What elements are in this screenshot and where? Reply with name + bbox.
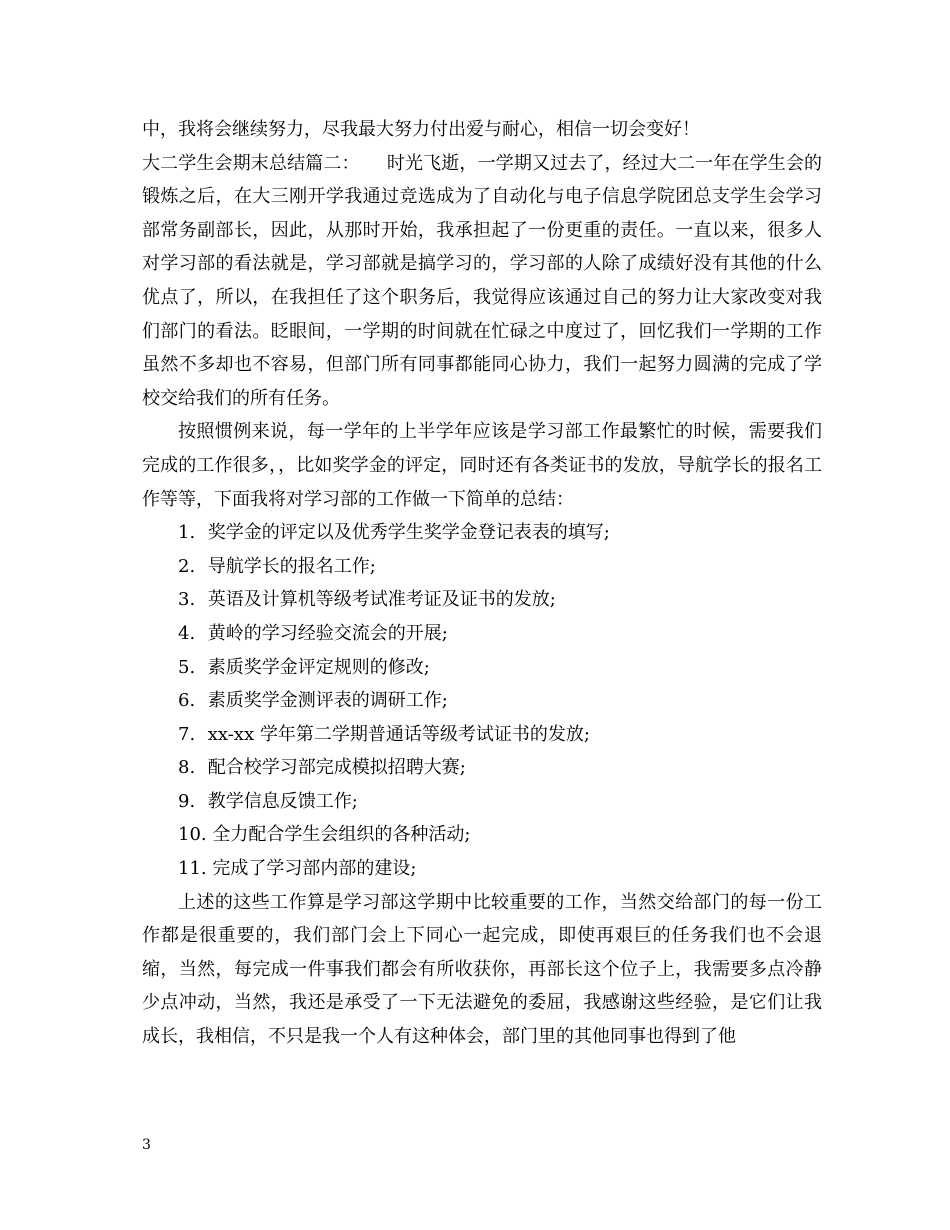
list-item-text: 英语及计算机等级考试准考证及证书的发放;: [207, 589, 556, 611]
work-list: [142, 516, 822, 886]
page-number: 3: [142, 1137, 151, 1153]
list-item-number: 9.: [178, 790, 196, 812]
list-item-text: 全力配合学生会组织的各种活动;: [212, 824, 471, 846]
list-item: [142, 516, 822, 550]
list-item-number: 1.: [178, 522, 196, 544]
list-item: [142, 617, 822, 651]
list-item: [142, 751, 822, 785]
list-item: [142, 583, 822, 617]
document-body: [142, 113, 822, 1054]
list-item-text: 素质奖学金测评表的调研工作;: [207, 690, 448, 712]
list-item: [142, 651, 822, 685]
list-item-number: 11.: [178, 858, 207, 880]
paragraph-continuation: 中，我将会继续努力，尽我最大努力付出爱与耐心，相信一切会变好！: [142, 119, 700, 140]
paragraph-summary: 上述的这些工作算是学习部这学期中比较重要的工作，当然交给部门的每一份工作都是很重要的，我们部门会上下同心一起完成，即使再艰巨的任务我们也不会退缩，当然，每完成一件事我们都会有所收获你，再部长这个位子上，我需要多点冷静少点冲动，当然，我还是承受了一下无法避免的委屈，我感谢这些经验，是它们让我成长，我相信，不只是我一个人有这种体会，部门里的其他同事也得到了他: [142, 891, 822, 1048]
list-item-number: 8.: [178, 757, 196, 779]
list-item: [142, 550, 822, 584]
list-item: [142, 852, 822, 886]
list-item-text: 素质奖学金评定规则的修改;: [207, 656, 430, 678]
list-item: [142, 684, 822, 718]
list-item-text: 黄岭的学习经验交流会的开展;: [207, 622, 448, 644]
list-item-number: 2.: [178, 555, 196, 577]
list-item-number: 7.: [178, 723, 196, 745]
list-item-text: 奖学金的评定以及优秀学生奖学金登记表表的填写;: [207, 522, 610, 544]
list-item: [142, 718, 822, 752]
list-item-text: xx-xx 学年第二学期普通话等级考试证书的发放;: [207, 723, 590, 745]
paragraph-overview: 按照惯例来说，每一学年的上半学年应该是学习部工作最繁忙的时候，需要我们完成的工作很多，，比如奖学金的评定，同时还有各类证书的发放，导航学长的报名工作等等，下面我将对学习部的工作做一下简单的总结：: [142, 421, 822, 510]
list-item-number: 4.: [178, 622, 196, 644]
list-item-number: 5.: [178, 656, 196, 678]
list-item-text: 教学信息反馈工作;: [207, 790, 358, 812]
list-item: [142, 818, 822, 852]
list-item-number: 3.: [178, 589, 196, 611]
list-item-text: 导航学长的报名工作;: [207, 555, 376, 577]
list-item-number: 10.: [178, 824, 207, 846]
list-item: [142, 785, 822, 819]
list-item-text: 配合校学习部完成模拟招聘大赛;: [207, 757, 466, 779]
list-item-number: 6.: [178, 690, 196, 712]
list-item-text: 完成了学习部内部的建设;: [212, 858, 417, 880]
paragraph-intro: 大二学生会期末总结篇二： 时光飞逝，一学期又过去了，经过大二一年在学生会的锻炼之后，在大三刚开学我通过竞选成为了自动化与电子信息学院团总支学生会学习部常务副部长，因此，从那时开始，我承担起了一份更重的责任。一直以来，很多人对学习部的看法就是，学习部就是搞学习的，学习部的人除了成绩好没有其他的什么优点了，所以，在我担任了这个职务后，我觉得应该通过自己的努力让大家改变对我们部门的看法。眨眼间，一学期的时间就在忙碌之中度过了，回忆我们一学期的工作虽然不多却也不容易，但部门所有同事都能同心协力，我们一起努力圆满的完成了学校交给我们的所有任务。: [142, 152, 822, 409]
